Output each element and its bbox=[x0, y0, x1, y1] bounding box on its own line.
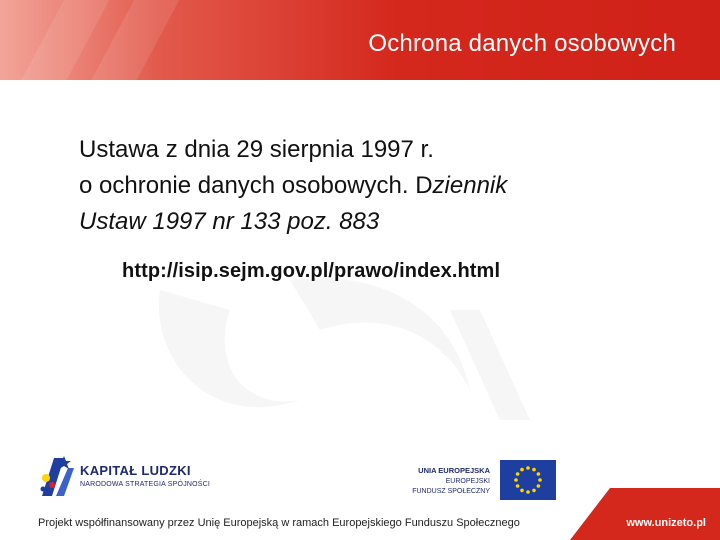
body-text bbox=[79, 132, 699, 240]
body-line-2-italic: ziennik bbox=[432, 172, 508, 199]
kapital-ludzki-title: KAPITAŁ LUDZKI bbox=[80, 463, 191, 478]
law-link[interactable]: http://isip.sejm.gov.pl/prawo/index.html bbox=[122, 260, 501, 282]
body-line-2-regular: o ochronie danych osobowych. D bbox=[79, 172, 433, 199]
site-url[interactable]: www.unizeto.pl bbox=[626, 517, 706, 529]
watermark-logo bbox=[150, 270, 570, 440]
eu-line-2: EUROPEJSKI bbox=[445, 478, 490, 485]
eu-logo bbox=[400, 460, 560, 504]
body-line-3: Ustaw 1997 nr 133 poz. 883 bbox=[79, 208, 380, 235]
corner-badge bbox=[570, 488, 720, 540]
kapital-ludzki-text bbox=[80, 463, 210, 488]
slide-title: Ochrona danych osobowych bbox=[368, 30, 676, 57]
eu-flag-icon bbox=[500, 460, 556, 500]
eu-logo-text bbox=[412, 466, 490, 497]
funding-note: Projekt współfinansowany przez Unię Europejską w ramach Europejskiego Funduszu Społecznego bbox=[38, 517, 520, 529]
corner-shape bbox=[570, 488, 720, 540]
body-line-1: Ustawa z dnia 29 sierpnia 1997 r. bbox=[79, 136, 434, 163]
body-line-2 bbox=[79, 168, 699, 204]
kapital-ludzki-icon bbox=[34, 452, 78, 502]
kapital-ludzki-subtitle: NARODOWA STRATEGIA SPÓJNOŚCI bbox=[80, 481, 211, 488]
eu-line-3: FUNDUSZ SPOŁECZNY bbox=[412, 488, 490, 495]
eu-line-1: UNIA EUROPEJSKA bbox=[418, 466, 490, 475]
header-bar bbox=[0, 0, 720, 80]
kapital-ludzki-logo bbox=[34, 452, 214, 504]
